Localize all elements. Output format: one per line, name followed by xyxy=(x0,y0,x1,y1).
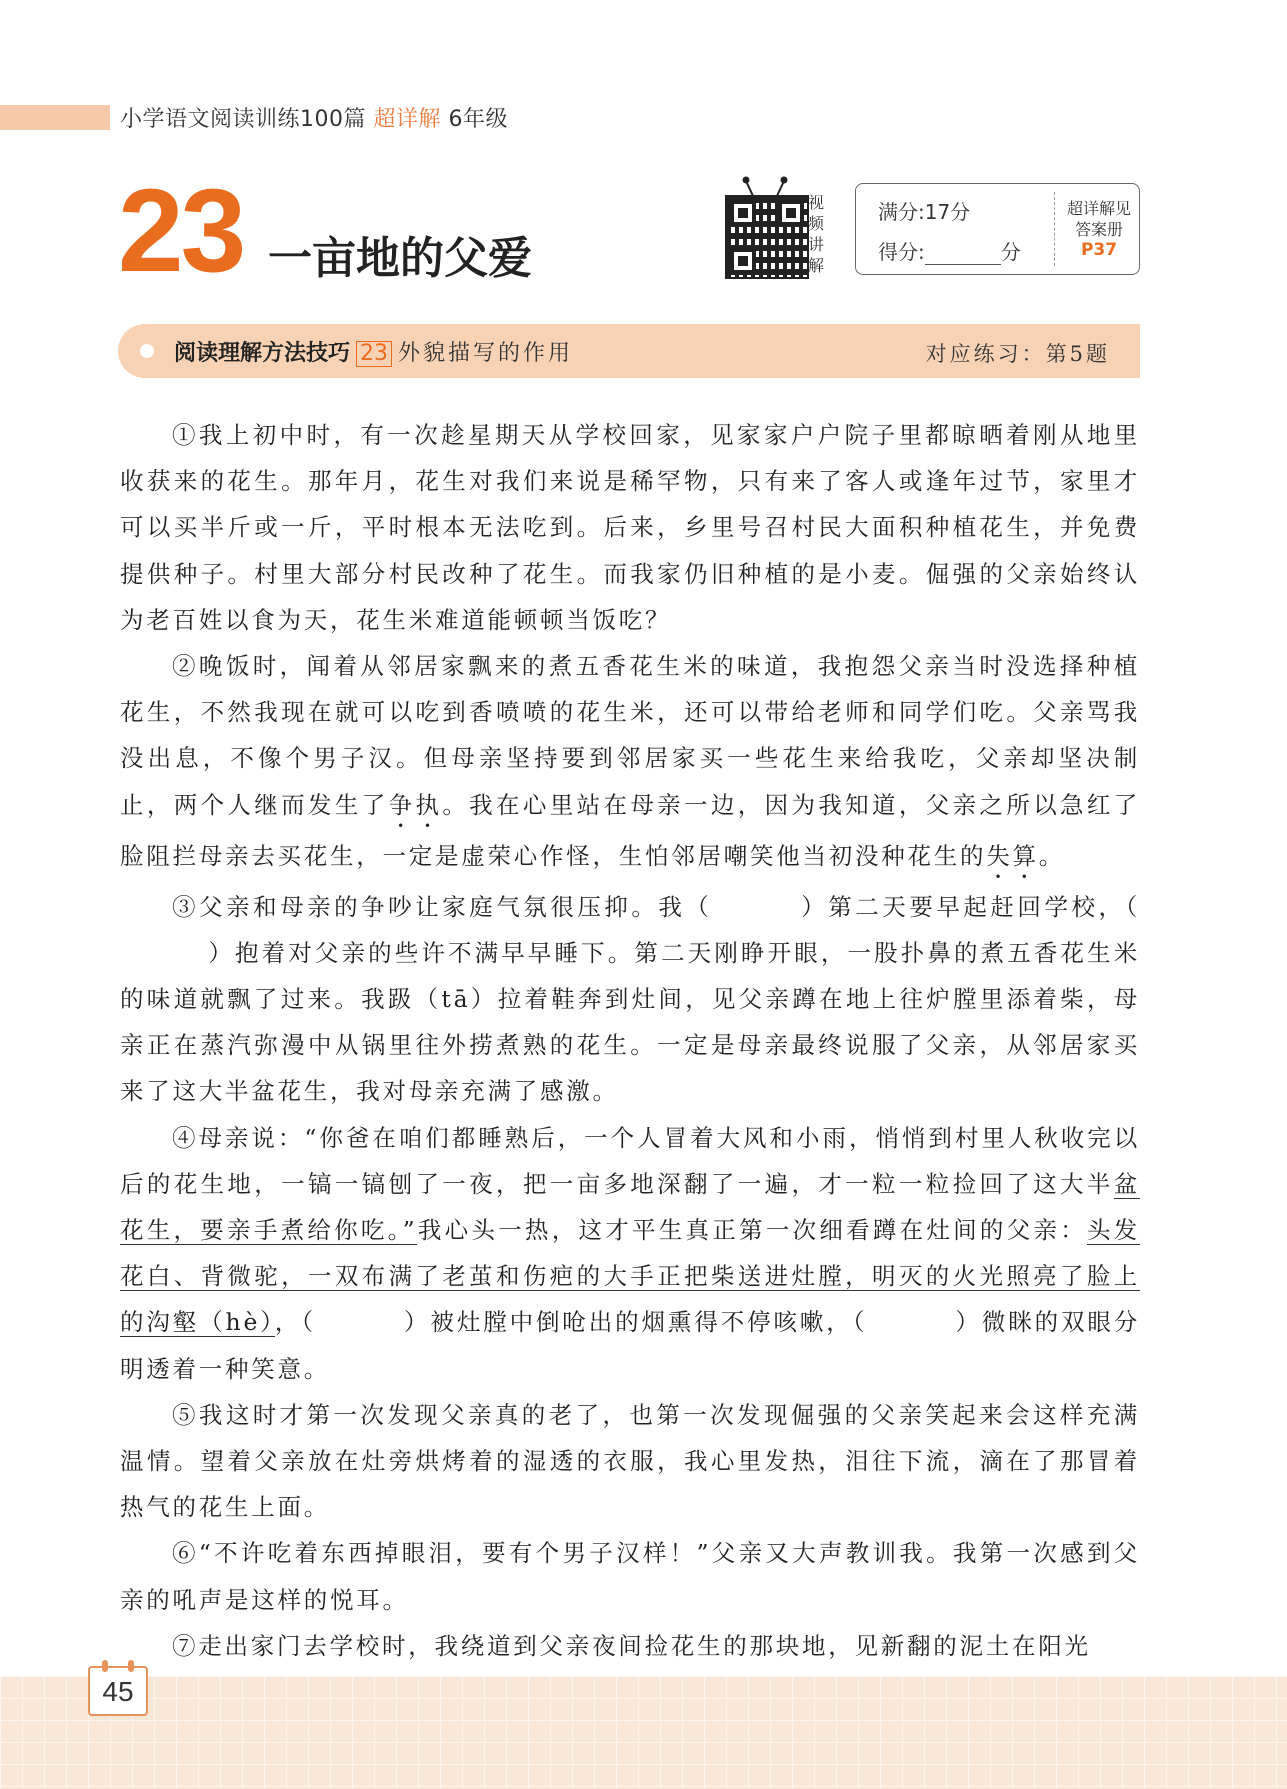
paragraph-5: ⑤我这时才第一次发现父亲真的老了，也第一次发现倔强的父亲笑起来会这样充满温情。望着父亲放在灶旁烘烤着的湿透的衣服，我心里发热，泪往下流，滴在了那冒着热气的花生上面。 xyxy=(120,1400,1140,1522)
paragraph-3: ③父亲和母亲的争吵让家庭气氛很压抑。我（ ）第二天要早起赶回学校，（）抱着对父亲的些许不满早早睡下。第二天刚睁开眼，一股扑鼻的煮五香花生米的味道就飘了过来。我趿（tā）拉着鞋奔到灶间，见父亲蹲在地上往炉膛里添着柴，母亲正在蒸汽弥漫中从锅里往外捞煮熟的花生。一定是母亲最终说服了父亲，从邻居家买来了这大半盆花生，我对母亲充满了感激。 xyxy=(120,892,1141,1106)
score-field[interactable]: 得分: 分 xyxy=(878,240,1021,264)
video-label: 视 频 讲 解 xyxy=(808,193,825,275)
paragraph-4: ④母亲说：“你爸在咱们都睡熟后，一个人冒着大风和小雨，悄悄到村里人秋收完以后的花生地，一镐一镐刨了一夜，把一亩多地深翻了一遍，才一粒一粒捡回了这大半盆花生，要亲手煮给你吃。”我心头一热，这才平生真正第一次细看蹲在灶间的父亲：头发花白、背微驼，一双布满了老茧和伤疤的大手正把柴送进灶膛，明灭的火光照亮了脸上的沟壑（hè），（ ）被灶膛中倒呛出的烟熏得不停咳嗽，（ ）微眯的双眼分明透着一种笑意。 xyxy=(120,1123,1141,1383)
book-title: 小学语文阅读训练100篇 xyxy=(120,107,366,132)
full-score: 满分:17分 xyxy=(878,200,971,224)
method-banner xyxy=(118,324,1140,378)
page-number: 45 xyxy=(88,1666,148,1716)
paragraph-6: ⑥“不许吃着东西掉眼泪，要有个男子汉样！”父亲又大声教训我。我第一次感到父亲的吼声是这样的悦耳。 xyxy=(120,1539,1140,1614)
calendar-ring-icon xyxy=(128,1660,134,1672)
method-label: 阅读理解方法技巧 23 外貌描写的作用 xyxy=(174,341,574,366)
practice-reference: 对应练习：第5题 xyxy=(925,342,1110,366)
emphasis-word: 失算 xyxy=(986,841,1039,870)
qr-finder-icon xyxy=(730,200,756,226)
qr-finder-icon xyxy=(778,200,804,226)
lesson-title: 一亩地的父爱 xyxy=(268,233,532,284)
underlined-sentence: 头发花白、背微驼，一双布满了老茧和伤疤的大手正把柴送进灶膛，明灭的火光照亮了脸上的沟壑（hè） xyxy=(120,1216,1141,1337)
answer-page: P37 xyxy=(1080,240,1118,260)
score-box xyxy=(855,183,1140,275)
calendar-ring-icon xyxy=(102,1660,108,1672)
book-header xyxy=(120,102,508,133)
video-qr-code[interactable] xyxy=(725,195,809,279)
answer-reference: 超详解见 答案册 P37 xyxy=(1060,198,1138,261)
score-divider xyxy=(1054,192,1055,266)
paragraph-2: ②晚饭时，闻着从邻居家飘来的煮五香花生米的味道，我抱怨父亲当时没选择种植花生，不然我现在就可以吃到香喷喷的花生米，还可以带给老师和同学们吃。父亲骂我没出息，不像个男子汉。但母亲坚持要到邻居家买一些花生来给我吃，父亲却坚决制止，两个人继而发生了争执。我在心里站在母亲一边，因为我知道，父亲之所以急红了脸阻拦母亲去买花生，一定是虚荣心作怪，生怕邻居嘲笑他当初没种花生的失算。 xyxy=(120,652,1141,870)
qr-finder-icon xyxy=(730,248,756,274)
paragraph-7: ⑦走出家门去学校时，我绕道到父亲夜间捡花生的那块地，见新翻的泥土在阳光 xyxy=(172,1631,1091,1660)
header-accent-strip xyxy=(0,105,110,130)
method-topic: 外貌描写的作用 xyxy=(398,341,574,366)
emphasis-word: 争执 xyxy=(388,790,443,819)
lesson-number: 23 xyxy=(118,165,244,297)
article-body xyxy=(120,412,1140,1669)
underlined-sentence: 盆花生，要亲手煮给你吃。” xyxy=(120,1169,1140,1245)
book-highlight: 超详解 xyxy=(373,107,442,132)
book-grade: 6年级 xyxy=(448,107,509,132)
method-number: 23 xyxy=(356,341,392,367)
footer-grid-background xyxy=(0,1676,1287,1789)
bullet-dot-icon xyxy=(140,344,154,358)
paragraph-1: ①我上初中时，有一次趁星期天从学校回家，见家家户户院子里都晾晒着刚从地里收获来的花生。那年月，花生对我们来说是稀罕物，只有来了客人或逢年过节，家里才可以买半斤或一斤，平时根本无法吃到。后来，乡里号召村民大面积种植花生，并免费提供种子。村里大部分村民改种了花生。而我家仍旧种植的是小麦。倔强的父亲始终认为老百姓以食为天，花生米难道能顿顿当饭吃？ xyxy=(120,421,1140,634)
